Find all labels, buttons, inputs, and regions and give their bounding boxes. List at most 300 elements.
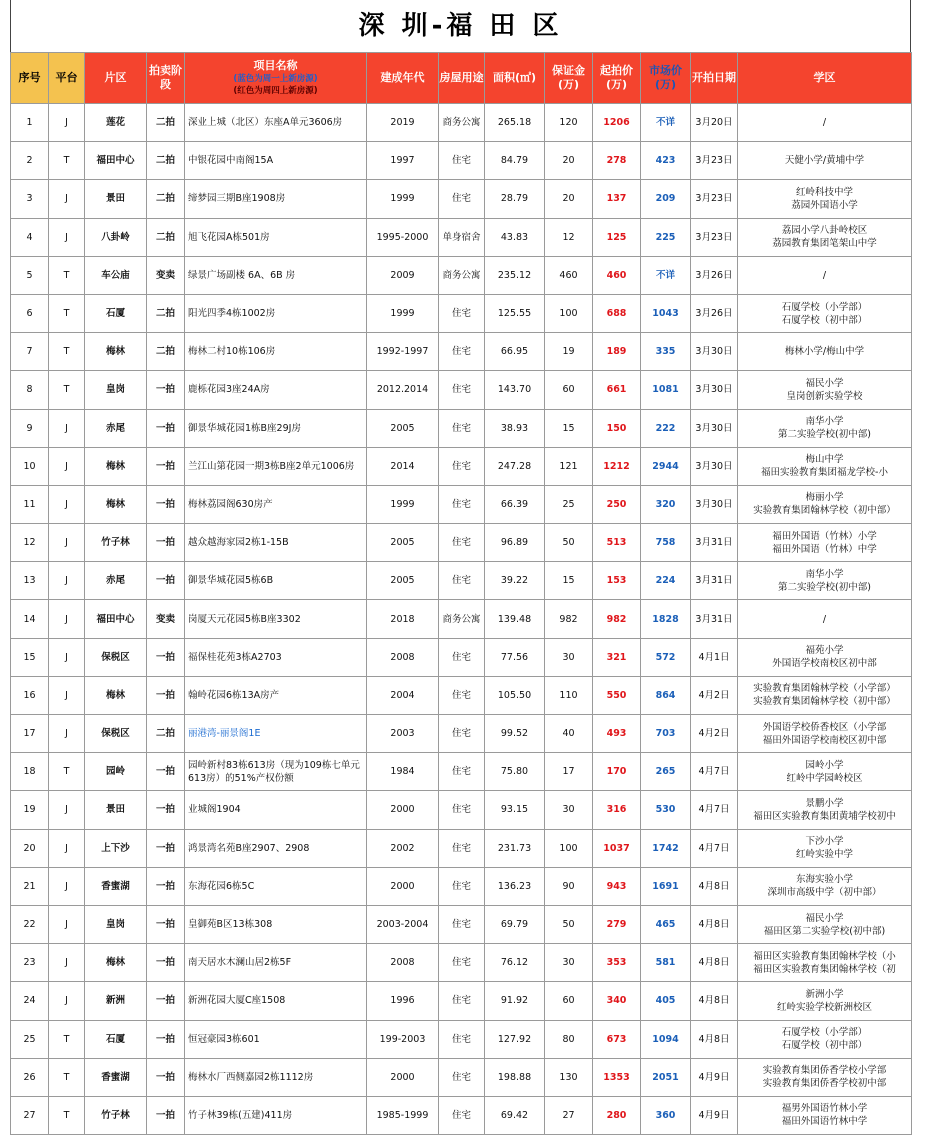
table-row [11,753,912,791]
cell-market-price: 405 [641,982,691,1020]
school-line: 实验教育集团翰林学校（初中部） [753,505,896,517]
school-line: 外国语学校侨香校区（小学部 [762,721,887,733]
cell-stage: 一拍 [147,1096,185,1134]
listing-sheet [10,0,911,1135]
school-line: 下沙小学 [805,836,844,848]
cell-start-price: 321 [593,638,641,676]
cell-date: 3月23日 [691,218,738,256]
cell-area: 福田中心 [85,142,147,180]
cell-deposit: 460 [545,256,593,294]
table-row [11,1020,912,1058]
cell-year: 1999 [367,485,439,523]
cell-year: 2003 [367,715,439,753]
cell-deposit: 27 [545,1096,593,1134]
cell-size: 43.83 [485,218,545,256]
cell-usage: 住宅 [439,791,485,829]
table-row [11,676,912,714]
cell-platform: J [49,829,85,867]
cell-platform: J [49,218,85,256]
school-line: 福苑小学 [805,645,844,657]
cell-no: 16 [11,676,49,714]
cell-start-price: 1206 [593,104,641,142]
table-row [11,1096,912,1134]
cell-project-name: 绿景广场副楼 6A、6B 房 [185,256,367,294]
cell-no: 25 [11,1020,49,1058]
school-line: 实验教育集团翰林学校（初中部） [753,696,896,708]
school-line: / [822,117,827,129]
cell-school [738,791,912,829]
cell-size: 99.52 [485,715,545,753]
school-line: 天健小学/黄埔中学 [784,155,865,167]
school-line: 石厦学校（初中部） [781,314,868,326]
cell-platform: J [49,180,85,218]
table-body [11,104,912,1135]
cell-date: 4月9日 [691,1096,738,1134]
cell-stage: 一拍 [147,371,185,409]
school-line: 实验教育集团翰林学校（小学部） [753,683,896,695]
cell-deposit: 100 [545,294,593,332]
cell-stage: 二拍 [147,715,185,753]
header-year: 建成年代 [367,53,439,104]
cell-date: 4月7日 [691,829,738,867]
school-line: 荔园教育集团笔架山中学 [772,238,877,250]
cell-project-name: 福保桂花苑3栋A2703 [185,638,367,676]
cell-project-name: 翰岭花园6栋13A房产 [185,676,367,714]
cell-size: 198.88 [485,1058,545,1096]
cell-size: 38.93 [485,409,545,447]
cell-market-price: 1691 [641,867,691,905]
cell-market-price: 423 [641,142,691,180]
cell-year: 1985-1999 [367,1096,439,1134]
cell-year: 2009 [367,256,439,294]
table-row [11,905,912,943]
cell-year: 1999 [367,294,439,332]
table-row [11,294,912,332]
cell-year: 2019 [367,104,439,142]
cell-stage: 一拍 [147,1020,185,1058]
cell-platform: T [49,1020,85,1058]
school-line: 实验教育集团侨香学校小学部 [762,1065,887,1077]
cell-project-name: 御景华城花园1栋B座29J房 [185,409,367,447]
school-line: 福民小学 [805,912,844,924]
cell-platform: J [49,600,85,638]
cell-start-price: 137 [593,180,641,218]
cell-year: 2005 [367,409,439,447]
cell-project-name: 业城阁1904 [185,791,367,829]
cell-market-price: 703 [641,715,691,753]
cell-start-price: 125 [593,218,641,256]
cell-year: 2000 [367,867,439,905]
school-line: 荔园小学八卦岭校区 [781,225,868,237]
cell-size: 76.12 [485,944,545,982]
cell-date: 4月8日 [691,905,738,943]
cell-project-name: 缔梦园三期B座1908房 [185,180,367,218]
cell-deposit: 20 [545,180,593,218]
cell-school [738,409,912,447]
cell-usage: 商务公寓 [439,600,485,638]
header-usage: 房屋用途 [439,53,485,104]
cell-platform: T [49,1096,85,1134]
cell-size: 127.92 [485,1020,545,1058]
cell-area: 梅林 [85,447,147,485]
cell-date: 3月23日 [691,180,738,218]
cell-deposit: 110 [545,676,593,714]
cell-deposit: 120 [545,104,593,142]
cell-no: 27 [11,1096,49,1134]
cell-date: 3月30日 [691,485,738,523]
page-title: 深 圳-福 田 区 [10,0,911,52]
cell-school [738,1096,912,1134]
cell-usage: 住宅 [439,333,485,371]
cell-date: 3月31日 [691,600,738,638]
cell-usage: 住宅 [439,371,485,409]
cell-date: 4月2日 [691,676,738,714]
cell-area: 园岭 [85,753,147,791]
cell-stage: 一拍 [147,753,185,791]
cell-usage: 商务公寓 [439,256,485,294]
cell-start-price: 170 [593,753,641,791]
school-line: 福田外国语（竹林）中学 [772,543,877,555]
cell-area: 石厦 [85,294,147,332]
table-row [11,142,912,180]
cell-area: 梅林 [85,944,147,982]
header-school: 学区 [738,53,912,104]
cell-school [738,1020,912,1058]
cell-year: 199-2003 [367,1020,439,1058]
school-line: 红岭中学园岭校区 [786,772,863,784]
cell-year: 1997 [367,142,439,180]
cell-date: 3月30日 [691,333,738,371]
cell-no: 19 [11,791,49,829]
school-line: 梅山中学 [805,454,844,466]
cell-usage: 单身宿舍 [439,218,485,256]
cell-stage: 一拍 [147,829,185,867]
cell-platform: T [49,142,85,180]
school-line: 东海实验小学 [795,874,853,886]
cell-no: 9 [11,409,49,447]
cell-school [738,982,912,1020]
cell-market-price: 758 [641,524,691,562]
cell-no: 24 [11,982,49,1020]
cell-platform: J [49,638,85,676]
cell-size: 143.70 [485,371,545,409]
cell-school [738,485,912,523]
cell-area: 梅林 [85,676,147,714]
cell-deposit: 121 [545,447,593,485]
cell-no: 10 [11,447,49,485]
cell-school [738,294,912,332]
table-row [11,409,912,447]
cell-size: 231.73 [485,829,545,867]
cell-stage: 一拍 [147,791,185,829]
cell-stage: 变卖 [147,600,185,638]
cell-platform: J [49,447,85,485]
school-line: 福田实验教育集团福龙学校-小 [761,467,888,479]
cell-school [738,142,912,180]
header-project [185,53,367,104]
cell-stage: 二拍 [147,142,185,180]
cell-date: 3月31日 [691,562,738,600]
cell-usage: 住宅 [439,1096,485,1134]
cell-stage: 一拍 [147,638,185,676]
school-line: 皇岗创新实验学校 [786,390,863,402]
cell-platform: J [49,867,85,905]
cell-year: 1996 [367,982,439,1020]
cell-project-name: 东海花园6栋5C [185,867,367,905]
cell-deposit: 15 [545,562,593,600]
cell-size: 125.55 [485,294,545,332]
cell-project-name: 梅林水厂西侧嘉园2栋1112房 [185,1058,367,1096]
cell-no: 17 [11,715,49,753]
cell-size: 75.80 [485,753,545,791]
cell-platform: J [49,982,85,1020]
cell-start-price: 513 [593,524,641,562]
cell-market-price: 465 [641,905,691,943]
cell-school [738,753,912,791]
school-line: 福田区实验教育集团翰林学校（小 [753,950,896,962]
cell-usage: 住宅 [439,676,485,714]
cell-date: 3月26日 [691,256,738,294]
cell-area: 车公庙 [85,256,147,294]
cell-year: 2005 [367,524,439,562]
cell-usage: 住宅 [439,294,485,332]
cell-usage: 住宅 [439,180,485,218]
cell-stage: 二拍 [147,180,185,218]
school-line: 第二实验学校(初中部) [778,581,871,593]
cell-market-price: 1742 [641,829,691,867]
cell-platform: T [49,753,85,791]
cell-start-price: 1353 [593,1058,641,1096]
cell-deposit: 80 [545,1020,593,1058]
cell-market-price: 320 [641,485,691,523]
cell-usage: 住宅 [439,638,485,676]
cell-start-price: 353 [593,944,641,982]
header-stage: 拍卖阶段 [147,53,185,104]
cell-project-name: 竹子林39栋(五建)411房 [185,1096,367,1134]
cell-start-price: 688 [593,294,641,332]
cell-date: 4月7日 [691,791,738,829]
cell-platform: J [49,485,85,523]
cell-platform: J [49,944,85,982]
cell-no: 5 [11,256,49,294]
cell-start-price: 316 [593,791,641,829]
cell-deposit: 12 [545,218,593,256]
cell-area: 梅林 [85,485,147,523]
cell-stage: 一拍 [147,409,185,447]
cell-no: 21 [11,867,49,905]
cell-start-price: 673 [593,1020,641,1058]
cell-size: 96.89 [485,524,545,562]
cell-no: 23 [11,944,49,982]
table-row [11,485,912,523]
cell-project-name: 新洲花园大厦C座1508 [185,982,367,1020]
cell-project-name: 阳光四季4栋1002房 [185,294,367,332]
cell-school [738,829,912,867]
cell-deposit: 30 [545,791,593,829]
cell-school [738,180,912,218]
school-line: 南华小学 [805,568,844,580]
cell-size: 69.79 [485,905,545,943]
school-line: 景鹏小学 [805,797,844,809]
cell-deposit: 50 [545,524,593,562]
cell-platform: J [49,562,85,600]
school-line: 深圳市高级中学（初中部） [767,887,882,899]
cell-deposit: 40 [545,715,593,753]
cell-size: 69.42 [485,1096,545,1134]
cell-no: 8 [11,371,49,409]
cell-market-price: 265 [641,753,691,791]
cell-year: 1984 [367,753,439,791]
school-line: 福田区实验教育集团黄埔学校初中 [753,810,896,822]
cell-stage: 一拍 [147,676,185,714]
cell-date: 4月8日 [691,982,738,1020]
cell-usage: 住宅 [439,829,485,867]
cell-area: 八卦岭 [85,218,147,256]
cell-platform: J [49,104,85,142]
cell-platform: T [49,371,85,409]
cell-date: 4月7日 [691,753,738,791]
cell-area: 新洲 [85,982,147,1020]
header-date: 开拍日期 [691,53,738,104]
table-row [11,1058,912,1096]
table-row [11,180,912,218]
cell-date: 4月1日 [691,638,738,676]
cell-school [738,218,912,256]
cell-school [738,104,912,142]
cell-area: 竹子林 [85,524,147,562]
cell-area: 香蜜湖 [85,1058,147,1096]
table-row [11,791,912,829]
cell-market-price: 572 [641,638,691,676]
cell-deposit: 25 [545,485,593,523]
table-row [11,638,912,676]
cell-date: 4月9日 [691,1058,738,1096]
school-line: 福田外国语（竹林）小学 [772,530,877,542]
cell-date: 3月23日 [691,142,738,180]
cell-area: 香蜜湖 [85,867,147,905]
cell-size: 93.15 [485,791,545,829]
cell-stage: 一拍 [147,485,185,523]
cell-year: 1992-1997 [367,333,439,371]
cell-size: 235.12 [485,256,545,294]
cell-project-name: 梅林荔园阁630房产 [185,485,367,523]
cell-deposit: 982 [545,600,593,638]
cell-market-price: 581 [641,944,691,982]
cell-deposit: 17 [545,753,593,791]
table-row [11,944,912,982]
cell-area: 景田 [85,791,147,829]
table-row [11,562,912,600]
cell-project-name: 鹿栎花园3座24A房 [185,371,367,409]
cell-school [738,867,912,905]
school-line: 荔园外国语小学 [791,199,858,211]
cell-date: 4月8日 [691,1020,738,1058]
cell-school [738,256,912,294]
table-row [11,256,912,294]
cell-area: 景田 [85,180,147,218]
cell-start-price: 280 [593,1096,641,1134]
cell-deposit: 90 [545,867,593,905]
cell-project-name: 皇御苑B区13栋308 [185,905,367,943]
cell-platform: T [49,1058,85,1096]
cell-no: 12 [11,524,49,562]
cell-size: 66.39 [485,485,545,523]
header-project-note-red: (红色为周四上新房源) [233,86,318,96]
cell-date: 4月8日 [691,944,738,982]
cell-start-price: 153 [593,562,641,600]
cell-usage: 住宅 [439,524,485,562]
cell-usage: 住宅 [439,409,485,447]
cell-deposit: 15 [545,409,593,447]
cell-size: 66.95 [485,333,545,371]
school-line: 福田外国语竹林中学 [781,1116,868,1128]
cell-school [738,905,912,943]
cell-school [738,1058,912,1096]
cell-deposit: 30 [545,944,593,982]
cell-platform: T [49,294,85,332]
header-area: 片区 [85,53,147,104]
cell-date: 3月31日 [691,524,738,562]
cell-year: 2018 [367,600,439,638]
cell-market-price: 2051 [641,1058,691,1096]
cell-school [738,562,912,600]
cell-size: 139.48 [485,600,545,638]
cell-deposit: 19 [545,333,593,371]
cell-market-price: 1828 [641,600,691,638]
cell-no: 26 [11,1058,49,1096]
cell-start-price: 460 [593,256,641,294]
cell-school [738,638,912,676]
header-platform: 平台 [49,53,85,104]
cell-start-price: 340 [593,982,641,1020]
cell-market-price: 2944 [641,447,691,485]
cell-stage: 一拍 [147,447,185,485]
table-row [11,867,912,905]
cell-project-name: 恒冠豪园3栋601 [185,1020,367,1058]
cell-platform: J [49,791,85,829]
cell-year: 1995-2000 [367,218,439,256]
cell-market-price: 1043 [641,294,691,332]
school-line: 第二实验学校(初中部) [778,429,871,441]
cell-market-price: 335 [641,333,691,371]
school-line: 福田外国语学校南校区初中部 [762,734,887,746]
cell-no: 11 [11,485,49,523]
cell-platform: J [49,905,85,943]
cell-year: 2008 [367,638,439,676]
cell-project-name: 御景华城花园5栋6B [185,562,367,600]
cell-area: 皇岗 [85,905,147,943]
table-row [11,982,912,1020]
cell-stage: 二拍 [147,104,185,142]
cell-school [738,715,912,753]
cell-area: 竹子林 [85,1096,147,1134]
cell-usage: 住宅 [439,447,485,485]
cell-area: 保税区 [85,715,147,753]
cell-area: 上下沙 [85,829,147,867]
cell-no: 3 [11,180,49,218]
cell-usage: 住宅 [439,562,485,600]
cell-stage: 一拍 [147,1058,185,1096]
school-line: 梅林小学/梅山中学 [784,346,865,358]
cell-no: 22 [11,905,49,943]
cell-school [738,524,912,562]
cell-year: 2004 [367,676,439,714]
cell-usage: 商务公寓 [439,104,485,142]
cell-platform: J [49,715,85,753]
cell-year: 2005 [367,562,439,600]
cell-date: 3月20日 [691,104,738,142]
cell-project-name: 旭飞花园A栋501房 [185,218,367,256]
